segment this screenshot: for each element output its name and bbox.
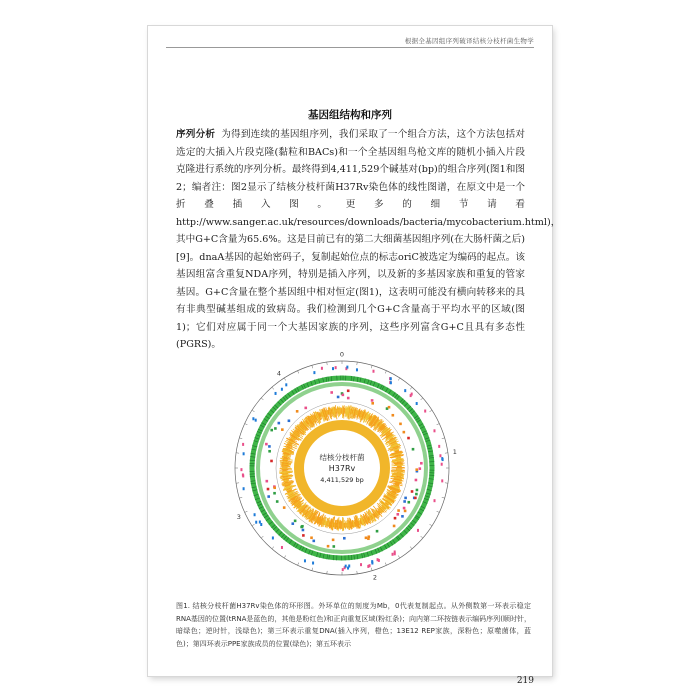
rna-mark [242, 443, 244, 446]
rna-mark [371, 562, 373, 565]
scale-tick [429, 410, 432, 412]
body-text [176, 126, 561, 354]
repeat-mark [411, 490, 414, 493]
rna-mark [321, 367, 323, 370]
rna-mark [255, 521, 257, 524]
repeat-mark [273, 486, 276, 489]
repeat-mark [304, 407, 307, 410]
rna-mark [243, 452, 245, 455]
repeat-mark [294, 520, 297, 523]
rna-mark [254, 513, 256, 516]
repeat-mark [268, 450, 271, 453]
rna-mark [281, 546, 283, 549]
scale-tick [298, 563, 299, 566]
rna-mark [417, 529, 419, 532]
rna-mark [378, 559, 380, 562]
rna-mark [272, 536, 274, 539]
scale-tick [371, 568, 372, 571]
scale-tick [312, 365, 313, 368]
rna-mark [281, 388, 283, 391]
scale-label: 2 [372, 573, 378, 582]
rna-mark [441, 463, 443, 466]
scale-tick [437, 511, 440, 512]
repeat-mark [332, 545, 335, 548]
repeat-mark [310, 536, 313, 539]
rna-mark [285, 383, 287, 386]
repeat-mark [371, 402, 374, 405]
repeat-mark [267, 495, 270, 498]
scale-tick [245, 424, 248, 425]
repeat-mark [273, 492, 276, 495]
repeat-mark [371, 399, 374, 402]
repeat-mark [278, 422, 281, 425]
repeat-mark [267, 488, 270, 491]
scale-tick [272, 547, 274, 549]
repeat-mark [394, 517, 397, 520]
repeat-mark [274, 427, 277, 430]
body-paragraph [176, 126, 561, 354]
scale-tick [421, 398, 423, 400]
rna-mark [433, 429, 435, 432]
rna-mark [335, 366, 337, 369]
repeat-mark [266, 480, 269, 483]
repeat-mark [337, 396, 340, 399]
scale-tick [272, 387, 274, 389]
repeat-mark [342, 394, 345, 397]
scale-tick [284, 378, 286, 381]
rna-mark [424, 410, 426, 413]
rna-mark [394, 552, 396, 555]
rna-mark [275, 392, 277, 395]
repeat-mark [416, 489, 419, 492]
repeat-mark [376, 530, 379, 533]
body-paragraph-text: 为得到连续的基因组序列，我们采取了一个组合方法，这个方法包括对选定的大插入片段克隆(黏粒和BACs)和一个全基因组鸟枪文库的随机小插入片段克隆进行系统的序列分析。最终得到4,411,529个碱基对(bp)的组合序列(图1和图2；编者注：图2显示了结核分枝杆菌H37Rv染色体的线性图谱，在原文中是一个折叠插入图。更多的细节请看http://www.sanger.ac.uk/resources/downloads/bacteria/mycobacterium.html)，其中G+C含量为65.6%。这是目前已有的第二大细菌基因组序列(在大肠杆菌之后)[9]。dnaA基因的起始密码子，复制起始位点的标志oriC被选定为编码的起点。该基因组富含重复NDA序列，特别是插入序列，以及新的多基因家族和重复的管家基因。G+C含量在整个基因组中相对恒定(图1)，这表明可能没有横向转移来的具有非典型碱基组成的致病岛。我们检测到几个G+C含量高于平均水平的区域(图1)；它们对应属于同一个大基因家族的序列，这些序列富含G+C且具有多态性(PGRS)。 [176, 129, 561, 350]
scale-label: 3 [236, 513, 241, 522]
repeat-mark [419, 467, 422, 470]
repeat-mark [420, 462, 423, 465]
rna-mark [260, 523, 262, 526]
figure-caption: 图1. 结核分枝杆菌H37Rv染色体的环形图。外环单位的刻度为Mb，0代表复制起点。从外侧数第一环表示稳定RNA基因的位置(tRNA是蓝色的，其他是粉红色)和正向重复区域(粉红条)；向内第二环按链表示编码序列(顺时针，暗绿色；逆时针，浅绿色)；第三环表示重复DNA(插入序列，橙色；13E12 REP家族，深粉色；原噬菌体，蓝色)；第四环表示PPE家族成员的位置(绿色)；第五环表示 [176, 602, 531, 648]
scale-tick [239, 497, 242, 498]
rna-mark [342, 568, 344, 571]
scale-tick [385, 563, 386, 566]
repeat-mark [276, 500, 279, 503]
repeat-mark [392, 414, 395, 417]
repeat-mark [399, 423, 402, 426]
rna-mark [360, 563, 362, 566]
repeat-mark [268, 445, 271, 448]
center-label-species: 结核分枝杆菌 [319, 453, 365, 462]
scale-tick [298, 371, 299, 374]
run-in-heading: 序列分析 [176, 129, 216, 140]
scale-tick [252, 524, 255, 526]
scale-tick [442, 438, 445, 439]
rna-mark [313, 371, 315, 374]
repeat-mark [288, 419, 291, 422]
scale-tick [410, 547, 412, 549]
repeat-mark [368, 535, 371, 538]
center-label-strain: H37Rv [328, 464, 356, 473]
rna-mark [441, 479, 443, 482]
repeat-mark [343, 537, 346, 540]
repeat-mark [403, 500, 406, 503]
repeat-mark [397, 509, 400, 512]
figure-circular-genome-map [232, 346, 457, 594]
repeat-mark [312, 540, 315, 543]
repeat-mark [302, 529, 305, 532]
rna-mark [348, 564, 350, 567]
rna-mark [411, 393, 413, 396]
repeat-mark [414, 497, 417, 500]
rna-mark [367, 565, 369, 568]
repeat-mark [265, 443, 268, 446]
repeat-mark [291, 522, 294, 525]
scale-tick [261, 398, 263, 400]
scale-tick [429, 524, 432, 526]
rna-mark [390, 381, 392, 384]
repeat-mark [281, 428, 284, 431]
repeat-mark [404, 497, 407, 500]
scale-tick [239, 438, 242, 439]
scale-tick [437, 424, 440, 425]
rna-mark [356, 368, 358, 371]
scale-tick [371, 365, 372, 368]
repeat-mark [347, 397, 350, 400]
rna-mark [434, 499, 436, 502]
rna-mark [312, 562, 314, 565]
scale-tick [312, 568, 313, 571]
repeat-mark [403, 431, 406, 434]
rna-mark [442, 458, 444, 461]
scale-tick [398, 555, 400, 558]
scale-tick [261, 536, 263, 538]
repeat-mark [407, 437, 410, 440]
repeat-mark [407, 501, 410, 504]
repeat-mark [393, 525, 396, 528]
scale-tick [421, 536, 423, 538]
rna-mark [332, 367, 334, 370]
repeat-mark [283, 506, 286, 509]
repeat-mark [301, 525, 304, 528]
repeat-mark [270, 460, 273, 463]
rna-mark [392, 553, 394, 556]
repeat-mark [415, 468, 418, 471]
repeat-mark [412, 448, 415, 451]
scale-label: 0 [339, 350, 345, 359]
repeat-mark [396, 513, 399, 516]
repeat-mark [388, 406, 391, 409]
repeat-mark [415, 479, 418, 482]
scale-tick [398, 378, 400, 381]
scale-tick [442, 497, 445, 498]
repeat-mark [415, 493, 418, 496]
rna-mark [240, 468, 242, 471]
repeat-mark [270, 429, 273, 432]
rna-mark [404, 389, 406, 392]
rna-mark [304, 559, 306, 562]
repeat-mark [404, 510, 407, 513]
scale-tick [245, 511, 248, 512]
repeat-mark [403, 507, 406, 510]
scale-tick [410, 387, 412, 389]
repeat-mark [401, 515, 404, 518]
scale-label: 1 [452, 447, 457, 456]
rna-mark [416, 402, 418, 405]
rna-mark [252, 417, 254, 420]
repeat-mark [332, 539, 335, 542]
repeat-mark [296, 410, 299, 413]
scale-label: 4 [276, 369, 281, 378]
rna-mark [242, 473, 244, 476]
repeat-mark [302, 534, 305, 537]
repeat-mark [347, 389, 350, 392]
scale-tick [284, 555, 286, 558]
rna-mark [438, 445, 440, 448]
scale-tick [252, 410, 255, 412]
running-head: 根据全基因组序列破译结核分枝杆菌生物学 [404, 37, 534, 45]
repeat-mark [327, 545, 330, 548]
repeat-mark [365, 537, 368, 540]
repeat-mark [330, 391, 333, 394]
rna-mark [255, 419, 257, 422]
rna-mark [439, 454, 441, 457]
genome-map-svg [232, 346, 457, 594]
header-rule [166, 47, 534, 48]
rna-mark [345, 565, 347, 568]
book-page [148, 26, 561, 686]
scale-tick [385, 371, 386, 374]
center-label-length: 4,411,529 bp [320, 476, 364, 484]
section-title: 基因组结构和序列 [308, 109, 392, 121]
rna-mark [390, 377, 392, 380]
rna-mark [346, 366, 348, 369]
page-number: 219 [516, 676, 534, 686]
rna-mark [372, 370, 374, 373]
rna-mark [243, 487, 245, 490]
